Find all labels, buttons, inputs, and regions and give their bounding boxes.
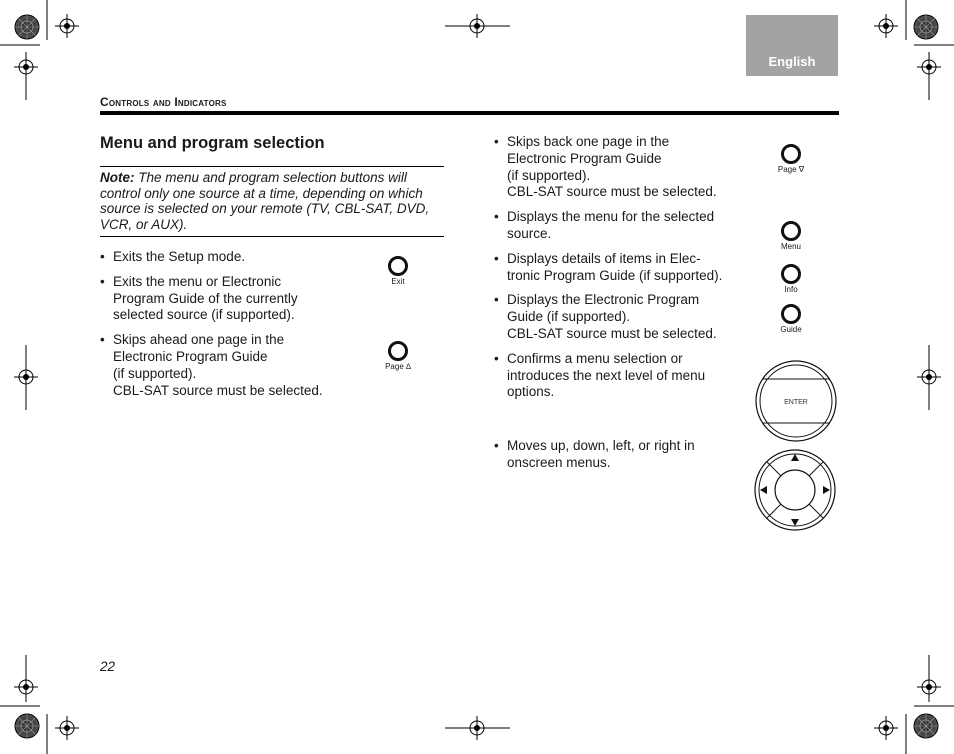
page-up-button-icon	[378, 341, 418, 371]
section-header: Controls and Indicators	[100, 95, 227, 109]
line: Electronic Program Guide	[507, 150, 662, 166]
list-item	[100, 274, 350, 324]
line: Displays the menu for the selected	[507, 209, 715, 225]
line: introduces the next level of menu	[507, 367, 706, 383]
line: source.	[507, 225, 552, 241]
line: CBL-SAT source must be selected.	[113, 382, 323, 398]
circle-button-icon	[781, 304, 801, 324]
guide-label: Guide	[780, 325, 802, 334]
line: (if supported).	[113, 365, 197, 381]
note-bottom-rule	[100, 236, 444, 237]
note-block	[100, 170, 444, 232]
note-text: The menu and program selection buttons will control only one source at a time, depending on which source is selected on your remote (TV, CBL-SAT, DVD, VCR, or AUX).	[100, 170, 430, 232]
line: onscreen menus.	[507, 454, 611, 470]
list-item	[494, 209, 739, 243]
circle-button-icon	[781, 144, 801, 164]
list-item	[494, 292, 739, 342]
circle-button-icon	[781, 221, 801, 241]
menu-button-icon	[773, 221, 809, 251]
right-bullet-list	[494, 134, 739, 472]
circle-button-icon	[388, 256, 408, 276]
line: CBL-SAT source must be selected.	[507, 184, 717, 200]
line: Exits the Setup mode.	[113, 249, 246, 264]
line: Moves up, down, left, or right in	[507, 438, 695, 454]
line: Confirms a menu selection or	[507, 350, 683, 366]
list-item	[494, 134, 739, 201]
line: tronic Program Guide (if supported).	[507, 267, 723, 283]
line: Program Guide of the currently	[113, 290, 298, 306]
menu-label: Menu	[780, 242, 801, 251]
guide-button-icon	[773, 304, 809, 334]
line: Electronic Program Guide	[113, 348, 268, 364]
list-item	[494, 251, 739, 285]
exit-button-icon	[380, 256, 416, 286]
page-down-label: Page ∇	[777, 165, 805, 174]
language-tab[interactable]	[746, 15, 838, 76]
line: Displays details of items in Elec-	[507, 250, 701, 266]
list-item	[100, 332, 350, 399]
line: CBL-SAT source must be selected.	[507, 325, 717, 341]
header-rule	[100, 111, 839, 115]
line: Skips back one page in the	[507, 134, 670, 149]
line: Skips ahead one page in the	[113, 332, 285, 348]
page-number: 22	[100, 659, 116, 674]
list-item	[100, 249, 350, 266]
info-button-icon	[773, 264, 809, 294]
note-label: Note:	[100, 170, 135, 185]
line: Exits the menu or Electronic	[113, 273, 282, 289]
circle-button-icon	[781, 264, 801, 284]
page-up-label: Page ∆	[385, 362, 411, 371]
line: options.	[507, 384, 555, 400]
list-item	[494, 351, 739, 401]
page-heading: Menu and program selection	[100, 134, 325, 152]
line: selected source (if supported).	[113, 307, 295, 323]
page-down-button-icon	[771, 144, 811, 174]
note-top-rule	[100, 166, 444, 167]
enter-label: ENTER	[784, 399, 808, 406]
line: Displays the Electronic Program	[507, 292, 700, 308]
circle-button-icon	[388, 341, 408, 361]
line: Guide (if supported).	[507, 309, 631, 325]
language-tab-label: English	[768, 54, 816, 69]
dpad-icon	[753, 448, 837, 532]
enter-button-icon	[754, 359, 838, 443]
exit-label: Exit	[391, 277, 405, 286]
left-bullet-list	[100, 249, 350, 399]
info-label: Info	[784, 285, 798, 294]
list-item	[494, 438, 739, 472]
line: (if supported).	[507, 167, 591, 183]
